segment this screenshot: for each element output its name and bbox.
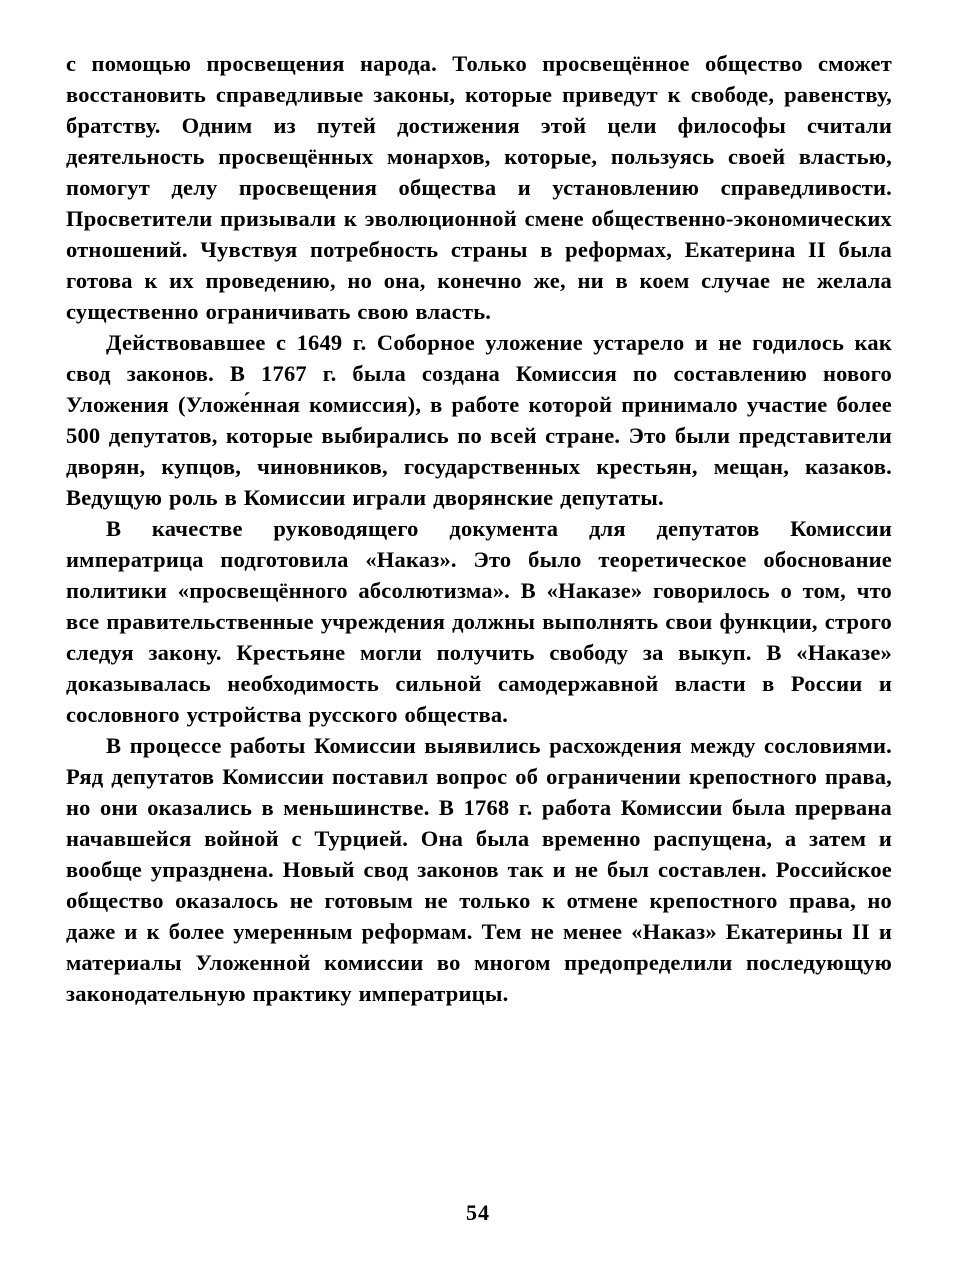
body-text [66, 48, 892, 1009]
paragraph-ulozhennaya-komissiya: Действовавшее с 1649 г. Соборное уложение устарело и не годилось как свод законов. В 1767 г. была создана Комиссия по составлению нового Уложения (Уложе́нная комиссия), в работе которой принимало участие более 500 депутатов, которые выбирались по всей стране. Это были представители дворян, купцов, чиновников, государственных крестьян, мещан, казаков. Ведущую роль в Комиссии играли дворянские депутаты. [66, 330, 892, 510]
paragraph-nakaz: В качестве руководящего документа для депутатов Комиссии императрица подготовила «Наказ». Это было теоретическое обоснование политики «просвещённого абсолютизма». В «Наказе» говорилось о том, что все правительственные учреждения должны выполнять свои функции, строго следуя закону. Крестьяне могли получить свободу за выкуп. В «Наказе» доказывалась необходимость сильной самодержавной власти в России и сословного устройства русского общества. [66, 516, 892, 727]
page-number: 54 [466, 1200, 490, 1225]
paragraph-commission-outcome: В процессе работы Комиссии выявились расхождения между сословиями. Ряд депутатов Комиссии поставил вопрос об ограничении крепостного права, но они оказались в меньшинстве. В 1768 г. работа Комиссии была прервана начавшейся войной с Турцией. Она была временно распущена, а затем и вообще упразднена. Новый свод законов так и не был составлен. Российское общество оказалось не готовым не только к отмене крепостного права, но даже и к более умеренным реформам. Тем не менее «Наказ» Екатерины II и материалы Уложенной комиссии во многом предопределили последующую законодательную практику императрицы. [66, 733, 892, 1006]
paragraph-continuation: с помощью просвещения народа. Только просвещённое общество сможет восстановить справедливые законы, которые приведут к свободе, равенству, братству. Одним из путей достижения этой цели философы считали деятельность просвещённых монархов, которые, пользуясь своей властью, помогут делу просвещения общества и установлению справедливости. Просветители призывали к эволюционной смене общественно-экономических отношений. Чувствуя потребность страны в реформах, Екатерина II была готова к их проведению, но она, конечно же, ни в коем случае не желала существенно ограничивать свою власть. [66, 51, 892, 324]
